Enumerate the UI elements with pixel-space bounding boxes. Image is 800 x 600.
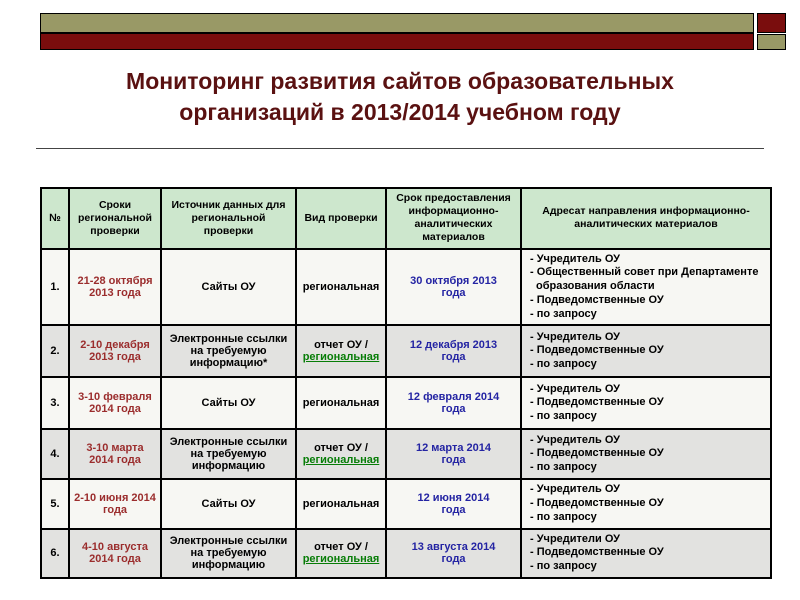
deadline-text: 12 июня 2014 года [417,491,490,516]
row-number-cell: 1. [41,249,69,326]
table-row [41,325,771,377]
addressee-item: - Учредитель ОУ [530,252,620,265]
check-kind-cell [296,479,386,528]
deadline-text: 12 марта 2014 года [415,442,491,467]
data-source-cell: Сайты ОУ [161,377,296,429]
addressee-item: - по запросу [530,461,597,474]
addressees-cell [521,249,771,326]
top-bar-olive [40,13,754,33]
addressee-item: - Подведомственные ОУ [530,447,664,460]
corner-square-dark-red [757,13,786,33]
check-kind-text: отчет ОУ / [314,442,368,455]
check-dates-cell: 2-10 июня 2014 года [69,479,161,528]
top-bar-dark-red [40,33,754,50]
row-number-cell: 4. [41,429,69,479]
check-kind-link[interactable]: региональная [302,454,380,467]
addressees-cell [521,429,771,479]
check-kind-text: отчет ОУ / [314,339,368,352]
check-dates-cell: 4-10 августа 2014 года [69,529,161,578]
data-source-cell: Электронные ссылки на требуемую информацию* [161,325,296,377]
check-kind-cell [296,529,386,578]
check-kind-cell [296,249,386,326]
check-kind-cell [296,325,386,377]
check-kind-link[interactable]: региональная [302,553,380,566]
addressee-item: - Учредитель ОУ [530,330,620,343]
check-dates-cell: 3-10 февраля 2014 года [69,377,161,429]
addressee-item: - Подведомственные ОУ [530,293,664,306]
table-row [41,429,771,479]
deadline-text: 12 декабря 2013 года [409,339,498,364]
check-kind-text: региональная [302,397,380,410]
addressee-item: - Подведомственные ОУ [530,344,664,357]
deadline-text: 13 августа 2014 года [411,541,496,566]
addressee-item: - Учредители ОУ [530,532,620,545]
addressee-item: - Учредитель ОУ [530,483,620,496]
check-kind-link[interactable]: региональная [302,351,380,364]
row-number-cell: 3. [41,377,69,429]
deadline-cell [386,249,521,326]
data-source-cell: Сайты ОУ [161,249,296,326]
addressees-cell [521,529,771,578]
addressees-cell [521,325,771,377]
addressee-item: - Подведомственные ОУ [530,396,664,409]
header-data-source: Источник данных для региональной проверки [161,188,296,249]
addressee-item: - Учредитель ОУ [530,382,620,395]
data-source-cell: Сайты ОУ [161,479,296,528]
deadline-cell [386,479,521,528]
check-kind-text: региональная [302,280,380,293]
addressee-item: - по запросу [530,410,597,423]
title-divider-line [36,148,764,149]
row-number-cell: 5. [41,479,69,528]
table-row [41,377,771,429]
addressee-item: - Подведомственные ОУ [530,497,664,509]
check-kind-cell [296,377,386,429]
header-check-dates: Сроки региональной проверки [69,188,161,249]
header-deadline: Срок предоставления информационно-аналитических материалов [386,188,521,249]
deadline-cell [386,377,521,429]
row-number-cell: 2. [41,325,69,377]
deadline-cell [386,429,521,479]
addressee-item: - Учредитель ОУ [530,433,620,446]
check-dates-cell: 3-10 марта 2014 года [69,429,161,479]
data-source-cell: Электронные ссылки на требуемую информацию [161,529,296,578]
addressee-item: - по запросу [530,510,597,523]
row-number-cell: 6. [41,529,69,578]
check-kind-text: региональная [302,497,380,510]
deadline-cell [386,325,521,377]
addressee-item: - по запросу [530,560,597,572]
check-kind-text: отчет ОУ / [314,541,368,554]
addressee-item: - Общественный совет при Департаменте образования области [530,266,759,292]
data-source-cell: Электронные ссылки на требуемую информацию [161,429,296,479]
table-row [41,529,771,578]
addressee-item: - Подведомственные ОУ [530,546,664,559]
monitoring-schedule-table [40,187,770,579]
header-addressees: Адресат направления информационно-аналитических материалов [521,188,771,249]
header-check-kind: Вид проверки [296,188,386,249]
addressees-cell [521,479,771,528]
check-dates-cell: 21-28 октября 2013 года [69,249,161,326]
table-header-row [41,188,771,249]
slide-title: Мониторинг развития сайтов образовательных организаций в 2013/2014 учебном году [126,68,674,126]
deadline-text: 30 октября 2013 года [410,274,497,299]
addressees-cell [521,377,771,429]
header-number: № [41,188,69,249]
addressee-item: - по запросу [530,358,597,371]
check-dates-cell: 2-10 декабря 2013 года [69,325,161,377]
corner-square-olive [757,34,786,50]
addressee-item: - по запросу [530,307,597,320]
table-row [41,479,771,528]
table-row [41,249,771,326]
check-kind-cell [296,429,386,479]
deadline-text: 12 февраля 2014 года [407,391,500,416]
deadline-cell [386,529,521,578]
